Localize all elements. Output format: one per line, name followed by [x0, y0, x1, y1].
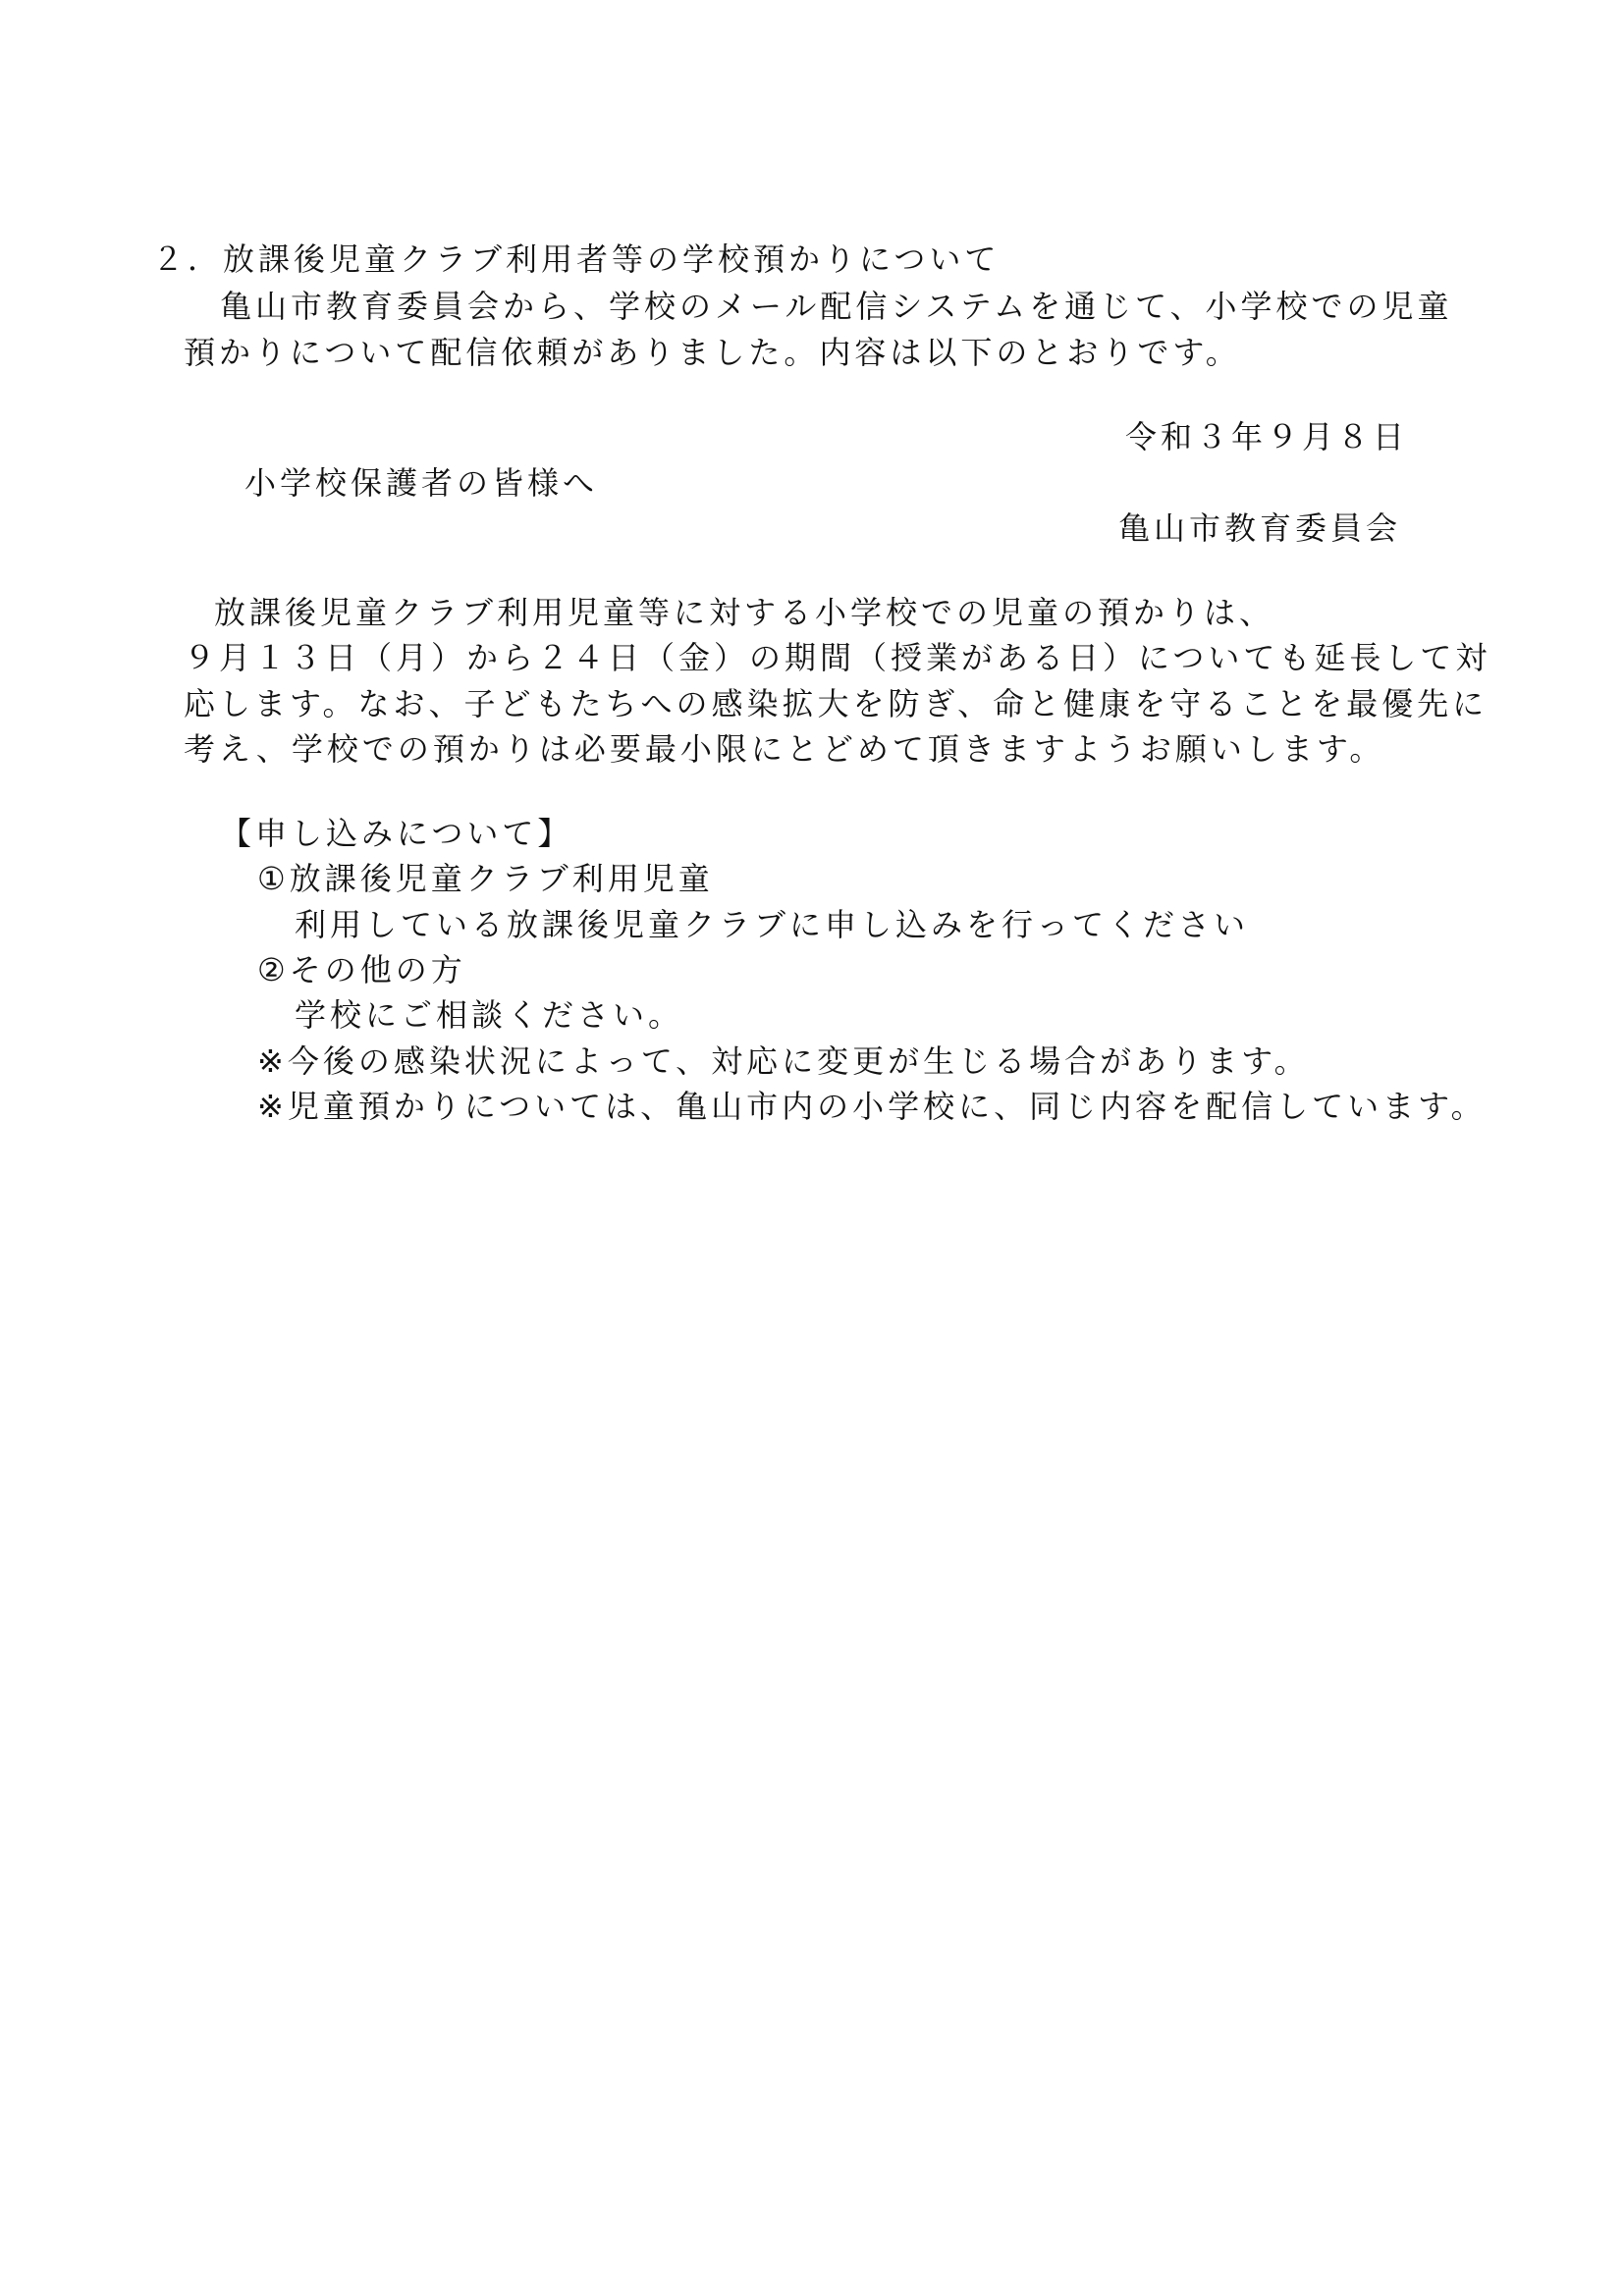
apply-item-2-title: ②その他の方 — [257, 951, 466, 988]
notice-date: 令和３年９月８日 — [1125, 418, 1409, 455]
note-2: ※児童預かりについては、亀山市内の小学校に、同じ内容を配信しています。 — [257, 1088, 1487, 1125]
intro-text-line-1: 亀山市教育委員会から、学校のメール配信システムを通じて、小学校での児童 — [220, 288, 1453, 325]
apply-item-1-detail: 利用している放課後児童クラブに申し込みを行ってください — [295, 906, 1250, 943]
note-1: ※今後の感染状況によって、対応に変更が生じる場合があります。 — [257, 1042, 1310, 1080]
body-line-3: 応します。なお、子どもたちへの感染拡大を防ぎ、命と健康を守ることを最優先に — [184, 685, 1489, 722]
notice-sender: 亀山市教育委員会 — [1118, 509, 1402, 547]
section-heading: ２．放課後児童クラブ利用者等の学校預かりについて — [152, 240, 1001, 278]
notice-addressee: 小学校保護者の皆様へ — [244, 464, 599, 502]
body-line-2: ９月１３日（月）から２４日（金）の期間（授業がある日）についても延長して対 — [184, 639, 1491, 676]
apply-item-2-detail: 学校にご相談ください。 — [295, 996, 684, 1034]
body-line-4: 考え、学校での預かりは必要最小限にとどめて頂きますようお願いします。 — [184, 730, 1385, 768]
apply-heading: 【申し込みについて】 — [220, 815, 573, 852]
apply-item-1-title: ①放課後児童クラブ利用児童 — [257, 860, 714, 897]
body-line-1: 放課後児童クラブ利用児童等に対する小学校での児童の預かりは、 — [214, 594, 1275, 631]
intro-text-line-2: 預かりについて配信依頼がありました。内容は以下のとおりです。 — [184, 334, 1241, 371]
